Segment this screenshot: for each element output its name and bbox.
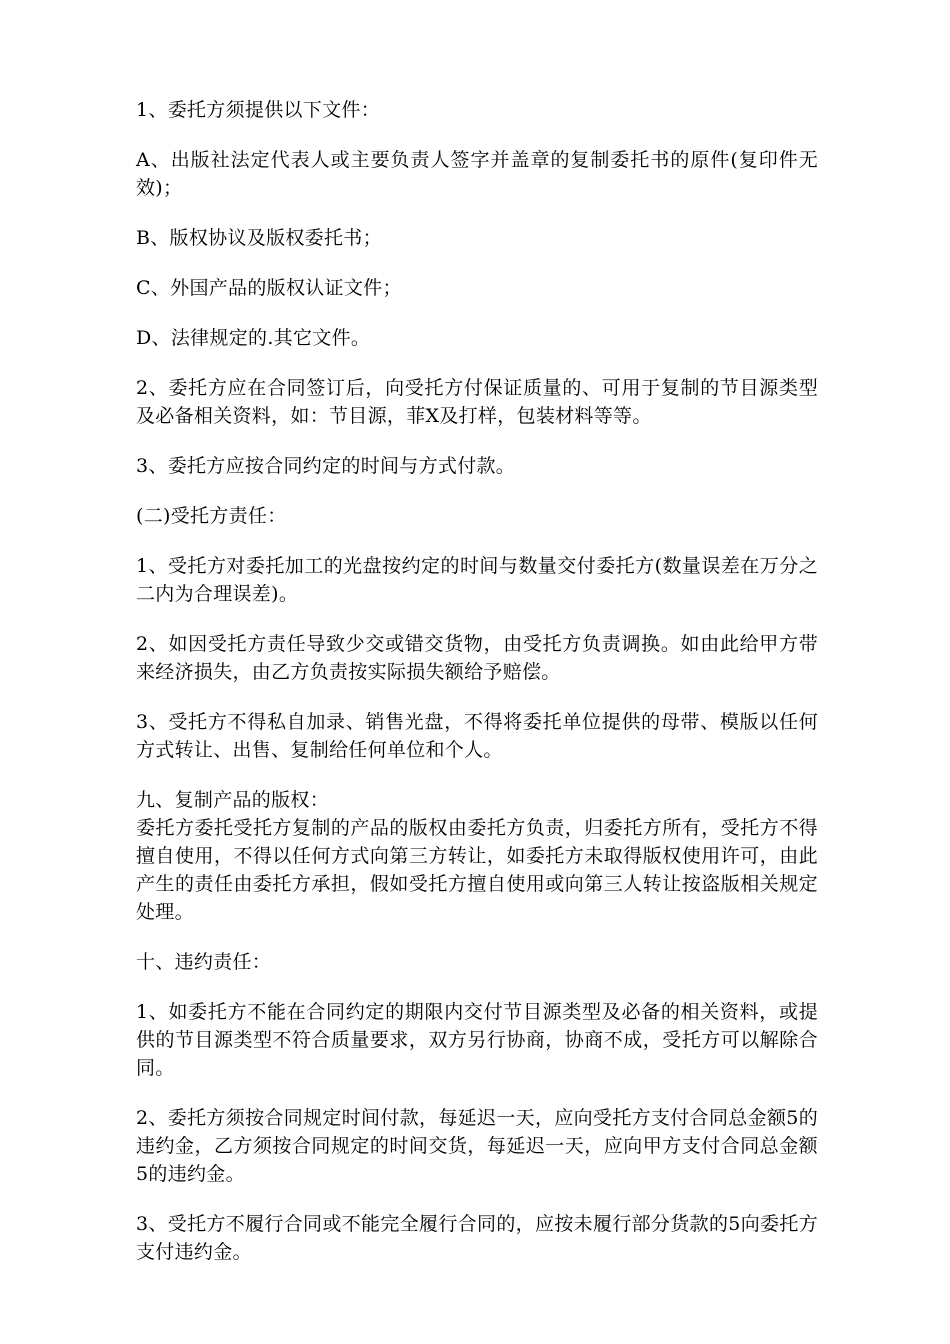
doc-paragraph: 2、委托方应在合同签订后，向受托方付保证质量的、可用于复制的节目源类型及必备相关资料，如：节目源，菲X及打样，包装材料等等。 — [136, 377, 818, 427]
doc-paragraph: 3、受托方不履行合同或不能完全履行合同的，应按未履行部分货款的5向委托方支付违约金。 — [136, 1213, 818, 1263]
doc-paragraph: 1、受托方对委托加工的光盘按约定的时间与数量交付委托方(数量误差在万分之二内为合理误差)。 — [136, 555, 818, 605]
section-heading: 九、复制产品的版权： — [136, 789, 330, 811]
doc-paragraph: 3、受托方不得私自加录、销售光盘，不得将委托单位提供的母带、模版以任何方式转让、出售、复制给任何单位和个人。 — [136, 711, 818, 761]
doc-paragraph: 2、委托方须按合同规定时间付款，每延迟一天，应向受托方支付合同总金额5的违约金，乙方须按合同规定的时间交货，每延迟一天，应向甲方支付合同总金额5的违约金。 — [136, 1107, 818, 1185]
doc-paragraph: 委托方委托受托方复制的产品的版权由委托方负责，归委托方所有，受托方不得擅自使用，不得以任何方式向第三方转让，如委托方未取得版权使用许可，由此产生的责任由委托方承担，假如受托方擅自使用或向第三人转让按盗版相关规定处理。 — [136, 817, 818, 923]
doc-paragraph: 1、如委托方不能在合同约定的期限内交付节目源类型及必备的相关资料，或提供的节目源类型不符合质量要求，双方另行协商，协商不成，受托方可以解除合同。 — [136, 1001, 818, 1079]
doc-paragraph: 3、委托方应按合同约定的时间与方式付款。 — [136, 455, 516, 477]
doc-paragraph: D、法律规定的.其它文件。 — [136, 327, 371, 349]
doc-paragraph: C、外国产品的版权认证文件； — [136, 277, 402, 299]
doc-paragraph: 2、如因受托方责任导致少交或错交货物，由受托方负责调换。如由此给甲方带来经济损失，由乙方负责按实际损失额给予赔偿。 — [136, 633, 818, 683]
doc-paragraph: A、出版社法定代表人或主要负责人签字并盖章的复制委托书的原件(复印件无效)； — [136, 149, 818, 199]
doc-paragraph: 1、委托方须提供以下文件： — [136, 99, 380, 121]
doc-paragraph: B、版权协议及版权委托书； — [136, 227, 382, 249]
section-heading: 十、违约责任： — [136, 951, 272, 973]
section-heading: (二)受托方责任： — [136, 505, 287, 527]
